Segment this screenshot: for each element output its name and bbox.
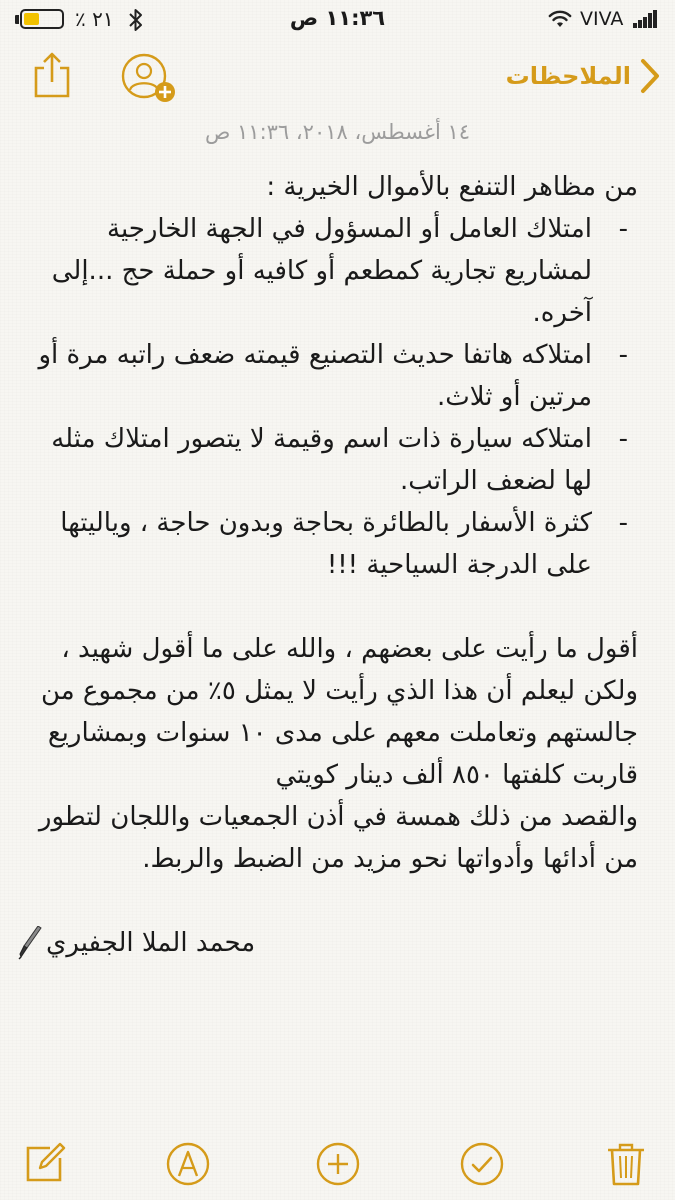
trash-icon[interactable] [602, 1140, 650, 1188]
fountain-pen-icon [18, 926, 44, 960]
carrier-name: VIVA [580, 8, 624, 30]
back-button-label: الملاحظات [505, 62, 631, 90]
share-icon[interactable] [30, 50, 74, 100]
status-bar [0, 0, 675, 40]
navigation-bar [0, 40, 675, 112]
bottom-toolbar [0, 1120, 675, 1200]
blank-line [18, 880, 638, 922]
compose-icon[interactable] [20, 1140, 68, 1188]
note-intro: من مظاهر التنفع بالأموال الخيرية : [266, 172, 638, 202]
note-paragraph-2: والقصد من ذلك همسة في أذن الجمعيات واللجان لتطور من أدائها وأدواتها نحو مزيد من الضبط والربط. [38, 802, 638, 874]
note-paragraph-1: أقول ما رأيت على بعضهم ، والله على ما أقول شهيد ، ولكن ليعلم أن هذا الذي رأيت لا يمثل ٥٪ من مجموع من جالستهم وتعاملت معهم على مدى ١٠ سنوات وبمشاريع قاربت كلفتها ٨٥٠ ألف دينار كويتي [40, 634, 638, 790]
markup-icon[interactable] [164, 1140, 212, 1188]
status-time: ١١:٣٦ ص [289, 6, 386, 30]
wifi-icon [548, 10, 572, 28]
list-item: - امتلاكه هاتفا حديث التصنيع قيمته ضعف راتبه مرة أو مرتين أو ثلاث. [18, 334, 638, 418]
back-button[interactable] [506, 56, 661, 96]
note-bullet-list [18, 208, 638, 586]
note-date: ١٤ أغسطس، ٢٠١٨، ١١:٣٦ ص [204, 120, 471, 144]
note-body[interactable] [18, 166, 638, 964]
battery-percent: ٢١ ٪ [75, 7, 114, 31]
add-icon[interactable] [314, 1140, 362, 1188]
checklist-icon[interactable] [458, 1140, 506, 1188]
chevron-right-icon [639, 58, 661, 94]
list-item: - كثرة الأسفار بالطائرة بحاجة وبدون حاجة ، وياليتها على الدرجة السياحية !!! [18, 502, 638, 586]
blank-line [18, 586, 638, 628]
signal-strength-icon [633, 10, 657, 28]
add-people-icon[interactable] [118, 50, 184, 106]
signature-line [18, 922, 638, 964]
signature-text: محمد الملا الجفيري [46, 928, 256, 958]
list-item: - امتلاك العامل أو المسؤول في الجهة الخارجية لمشاريع تجارية كمطعم أو كافيه أو حملة حج ...إلى آخره. [18, 208, 638, 334]
list-item: - امتلاكه سيارة ذات اسم وقيمة لا يتصور امتلاك مثله لها لضعف الراتب. [18, 418, 638, 502]
